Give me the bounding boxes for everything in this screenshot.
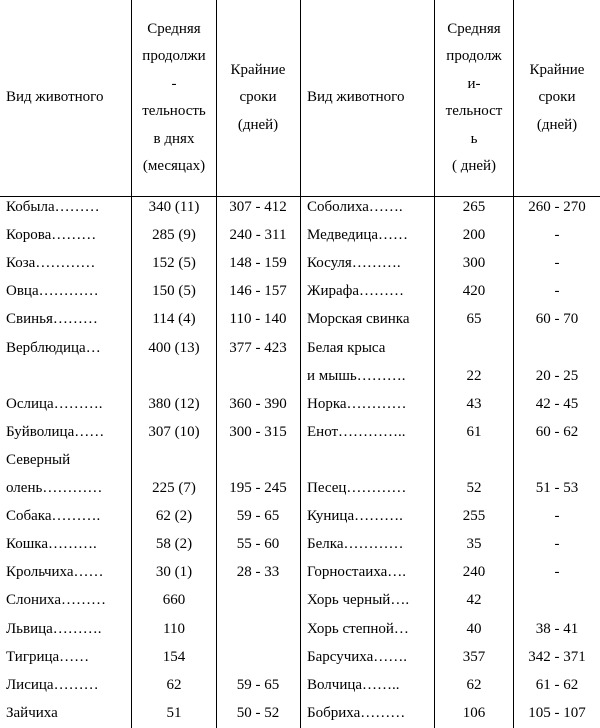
animal-cell-right: Волчица…….. bbox=[307, 676, 400, 693]
range-cell: 59 - 65 bbox=[236, 508, 280, 525]
animal-cell-right: Белка………… bbox=[307, 536, 404, 553]
animal-cell: Свинья……… bbox=[6, 311, 98, 328]
range-cell-right: 60 - 62 bbox=[535, 423, 579, 440]
avg-cell-right bbox=[436, 334, 512, 362]
range-cell bbox=[217, 446, 299, 474]
animal-cell: Кобыла……… bbox=[6, 199, 100, 215]
avg-cell: 400 (13) bbox=[148, 339, 200, 356]
animal-cell: Зайчиха bbox=[6, 704, 58, 721]
avg-cell: 51 bbox=[166, 704, 182, 721]
table-row bbox=[0, 418, 600, 446]
animal-cell-right: Жирафа……… bbox=[307, 283, 405, 300]
avg-cell bbox=[133, 362, 215, 390]
range-cell-right: 105 - 107 bbox=[528, 704, 586, 721]
animal-cell-right: Морская свинка bbox=[307, 311, 410, 328]
table-row bbox=[0, 671, 600, 699]
avg-cell-right: 35 bbox=[466, 536, 482, 553]
range-cell: 28 - 33 bbox=[236, 564, 280, 581]
animal-cell-right: Хорь степной… bbox=[307, 620, 409, 637]
range-cell: 50 - 52 bbox=[236, 704, 280, 721]
header-avg-duration-right: Средняя продолж и- тельност ь ( дней) bbox=[445, 20, 503, 174]
animal-cell-right: Енот………….. bbox=[307, 423, 406, 440]
avg-cell-right: 52 bbox=[466, 480, 482, 496]
avg-cell: 340 (11) bbox=[148, 199, 200, 215]
avg-cell: 152 (5) bbox=[152, 255, 196, 272]
range-cell-right: - bbox=[554, 536, 560, 553]
range-cell-right: - bbox=[554, 255, 560, 272]
avg-cell: 285 (9) bbox=[152, 227, 196, 244]
range-cell: 240 - 311 bbox=[229, 227, 287, 244]
range-cell: 59 - 65 bbox=[236, 676, 280, 693]
table-row bbox=[0, 446, 600, 474]
avg-cell: 62 bbox=[166, 676, 182, 693]
avg-cell-right: 22 bbox=[466, 367, 482, 384]
avg-cell-right: 62 bbox=[466, 676, 482, 693]
avg-cell-right: 420 bbox=[462, 283, 486, 300]
table-row bbox=[0, 586, 600, 614]
animal-cell: Корова……… bbox=[6, 227, 97, 244]
range-cell: 195 - 245 bbox=[229, 480, 287, 496]
avg-cell-right: 61 bbox=[466, 423, 482, 440]
avg-cell-right: 65 bbox=[466, 311, 482, 328]
avg-cell: 380 (12) bbox=[148, 395, 200, 412]
avg-cell: 225 (7) bbox=[152, 480, 196, 496]
avg-cell: 58 (2) bbox=[155, 536, 193, 553]
range-cell-right: 51 - 53 bbox=[535, 480, 579, 496]
avg-cell: 62 (2) bbox=[155, 508, 193, 525]
animal-cell: Крольчиха…… bbox=[6, 564, 104, 581]
table-row bbox=[0, 334, 600, 362]
header-animal: Вид животного bbox=[6, 89, 104, 106]
animal-cell: Собака………. bbox=[6, 508, 101, 525]
animal-cell-right: Норка………… bbox=[307, 395, 407, 412]
range-cell: 307 - 412 bbox=[229, 199, 287, 215]
range-cell-right: 342 - 371 bbox=[528, 648, 586, 665]
animal-cell: Слониха……… bbox=[6, 592, 107, 609]
animal-cell: Овца………… bbox=[6, 283, 99, 300]
avg-cell: 154 bbox=[162, 648, 186, 665]
table-row bbox=[0, 474, 600, 502]
range-cell: 148 - 159 bbox=[229, 255, 287, 272]
range-cell-right: 260 - 270 bbox=[528, 199, 586, 215]
table-row bbox=[0, 530, 600, 558]
avg-cell-right: 40 bbox=[466, 620, 482, 637]
range-cell bbox=[217, 615, 299, 643]
avg-cell: 660 bbox=[162, 592, 186, 609]
table-row bbox=[0, 643, 600, 671]
range-cell-right: - bbox=[554, 227, 560, 244]
avg-cell: 307 (10) bbox=[148, 423, 200, 440]
range-cell-right: 42 - 45 bbox=[535, 395, 579, 412]
avg-cell-right: 255 bbox=[462, 508, 486, 525]
avg-cell: 110 bbox=[163, 620, 185, 637]
avg-cell-right: 42 bbox=[466, 592, 482, 609]
animal-cell-right: Косуля………. bbox=[307, 255, 401, 272]
table-row bbox=[0, 249, 600, 277]
table-row bbox=[0, 277, 600, 305]
range-cell-right: 61 - 62 bbox=[535, 676, 579, 693]
animal-cell-right: Барсучиха……. bbox=[307, 648, 408, 665]
avg-cell-right: 106 bbox=[462, 704, 486, 721]
range-cell: 300 - 315 bbox=[229, 423, 287, 440]
range-cell bbox=[217, 643, 299, 671]
animal-cell-right: Песец………… bbox=[307, 480, 407, 496]
avg-cell-right: 357 bbox=[462, 648, 486, 665]
range-cell-right bbox=[514, 334, 600, 362]
range-cell-right: - bbox=[554, 283, 560, 300]
range-cell: 110 - 140 bbox=[229, 311, 287, 328]
animal-cell: Тигрица…… bbox=[6, 648, 90, 665]
animal-cell: Буйволица…… bbox=[6, 423, 105, 440]
header-range-right: Крайние сроки (дней) bbox=[529, 61, 585, 133]
table-row bbox=[0, 193, 600, 221]
table-row bbox=[0, 615, 600, 643]
range-cell: 377 - 423 bbox=[229, 339, 287, 356]
avg-cell: 114 (4) bbox=[152, 311, 196, 328]
avg-cell-right bbox=[436, 446, 512, 474]
animal-cell: Ослица………. bbox=[6, 395, 103, 412]
range-cell: 146 - 157 bbox=[229, 283, 287, 300]
range-cell: 55 - 60 bbox=[236, 536, 280, 553]
avg-cell-right: 200 bbox=[462, 227, 486, 244]
animal-cell-right: Горностаиха…. bbox=[307, 564, 407, 581]
animal-cell-right: Белая крыса bbox=[307, 339, 386, 356]
animal-cell: Львица………. bbox=[6, 620, 102, 637]
range-cell-right: 38 - 41 bbox=[535, 620, 579, 637]
header-animal-right: Вид животного bbox=[307, 89, 405, 106]
avg-cell bbox=[133, 446, 215, 474]
animal-cell-right: Хорь черный…. bbox=[307, 592, 410, 609]
animal-cell: Кошка………. bbox=[6, 536, 97, 553]
animal-cell: Коза………… bbox=[6, 255, 96, 272]
range-cell-right: - bbox=[554, 564, 560, 581]
avg-cell: 30 (1) bbox=[155, 564, 193, 581]
avg-cell-right: 43 bbox=[466, 395, 482, 412]
range-cell-right bbox=[514, 586, 600, 614]
table-row bbox=[0, 502, 600, 530]
range-cell-right: 60 - 70 bbox=[535, 311, 579, 328]
animal-cell-right: Бобриха……… bbox=[307, 704, 406, 721]
table-row bbox=[0, 558, 600, 586]
animal-cell: олень………… bbox=[6, 480, 103, 496]
table-row bbox=[0, 390, 600, 418]
animal-cell-right: и мышь………. bbox=[307, 367, 406, 384]
range-cell-right bbox=[514, 446, 600, 474]
range-cell bbox=[217, 362, 299, 390]
avg-cell-right: 300 bbox=[462, 255, 486, 272]
range-cell: 360 - 390 bbox=[229, 395, 287, 412]
header-range: Крайние сроки (дней) bbox=[230, 61, 286, 133]
table-row bbox=[0, 305, 600, 333]
animal-cell: Лисица……… bbox=[6, 676, 99, 693]
avg-cell-right: 240 bbox=[462, 564, 486, 581]
avg-cell: 150 (5) bbox=[152, 283, 196, 300]
animal-cell: Верблюдица… bbox=[6, 339, 101, 356]
header-avg-duration: Средняя продолжи - тельность в днях (месяцах) bbox=[142, 20, 206, 174]
table-row bbox=[0, 699, 600, 727]
table-row bbox=[0, 221, 600, 249]
range-cell-right: 20 - 25 bbox=[535, 367, 579, 384]
range-cell-right: - bbox=[554, 508, 560, 525]
animal-cell-right: Медведица…… bbox=[307, 227, 409, 244]
animal-cell-right: Соболиха……. bbox=[307, 199, 403, 215]
range-cell bbox=[217, 586, 299, 614]
avg-cell-right: 265 bbox=[462, 199, 486, 215]
animal-cell: Северный bbox=[6, 451, 71, 468]
table-row bbox=[0, 362, 600, 390]
animal-cell-right: Куница………. bbox=[307, 508, 403, 525]
